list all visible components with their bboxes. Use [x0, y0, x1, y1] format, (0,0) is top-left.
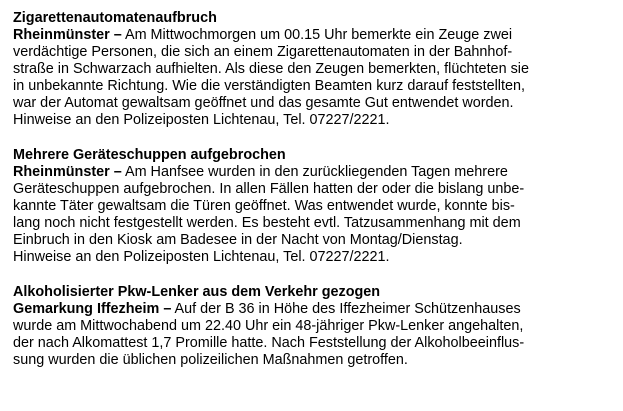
- article-drunk-driver: [13, 284, 613, 369]
- article-text-line: Geräteschuppen aufgebrochen. In allen Fällen hatten der oder die bislang unbe-: [13, 181, 525, 197]
- article-dateline: Rheinmünster –: [13, 164, 122, 180]
- article-text: Am Mittwochmorgen um 00.15 Uhr bemerkte ein Zeuge zwei: [121, 27, 513, 43]
- article-text-line: straße in Schwarzach aufhielten. Als diese den Zeugen bemerkten, flüchteten sie: [13, 61, 529, 77]
- article-tool-sheds: [13, 147, 613, 266]
- article-text-line: Hinweise an den Polizeiposten Lichtenau, Tel. 07227/2221.: [13, 112, 390, 128]
- article-text: Auf der B 36 in Höhe des Iffezheimer Schützenhauses: [171, 301, 521, 317]
- article-text-line: Einbruch in den Kiosk am Badesee in der Nacht von Montag/Dienstag.: [13, 232, 463, 248]
- document-page: [13, 10, 613, 369]
- article-text-line: lang noch nicht festgestellt werden. Es besteht evtl. Tatzusammenhang mit dem: [13, 215, 521, 231]
- article-text-line: sung wurden die üblichen polizeilichen Maßnahmen getroffen.: [13, 352, 408, 368]
- article-first-line: [13, 27, 613, 44]
- article-headline: Zigarettenautomatenaufbruch: [13, 10, 217, 26]
- article-dateline: Rheinmünster –: [13, 27, 122, 43]
- article-text-line: in unbekannte Richtung. Wie die verständigten Beamten kurz darauf feststellten,: [13, 78, 525, 94]
- article-cigarette-machine: [13, 10, 613, 129]
- article-dateline: Gemarkung Iffezheim –: [13, 301, 172, 317]
- article-headline: Mehrere Geräteschuppen aufgebrochen: [13, 147, 286, 163]
- article-text-line: Hinweise an den Polizeiposten Lichtenau, Tel. 07227/2221.: [13, 249, 390, 265]
- article-text-line: war der Automat gewaltsam geöffnet und das gesamte Gut entwendet worden.: [13, 95, 514, 111]
- article-first-line: [13, 301, 613, 318]
- article-first-line: [13, 164, 613, 181]
- article-text: Am Hanfsee wurden in den zurückliegenden Tagen mehrere: [121, 164, 508, 180]
- article-text-line: kannte Täter gewaltsam die Türen geöffnet. Was entwendet wurde, konnte bis-: [13, 198, 515, 214]
- article-text-line: verdächtige Personen, die sich an einem Zigarettenautomaten in der Bahnhof-: [13, 44, 513, 60]
- article-text-line: der nach Alkomattest 1,7 Promille hatte. Nach Feststellung der Alkoholbeeinflus-: [13, 335, 525, 351]
- article-text-line: wurde am Mittwochabend um 22.40 Uhr ein 48-jähriger Pkw-Lenker angehalten,: [13, 318, 524, 334]
- article-headline: Alkoholisierter Pkw-Lenker aus dem Verkehr gezogen: [13, 284, 381, 300]
